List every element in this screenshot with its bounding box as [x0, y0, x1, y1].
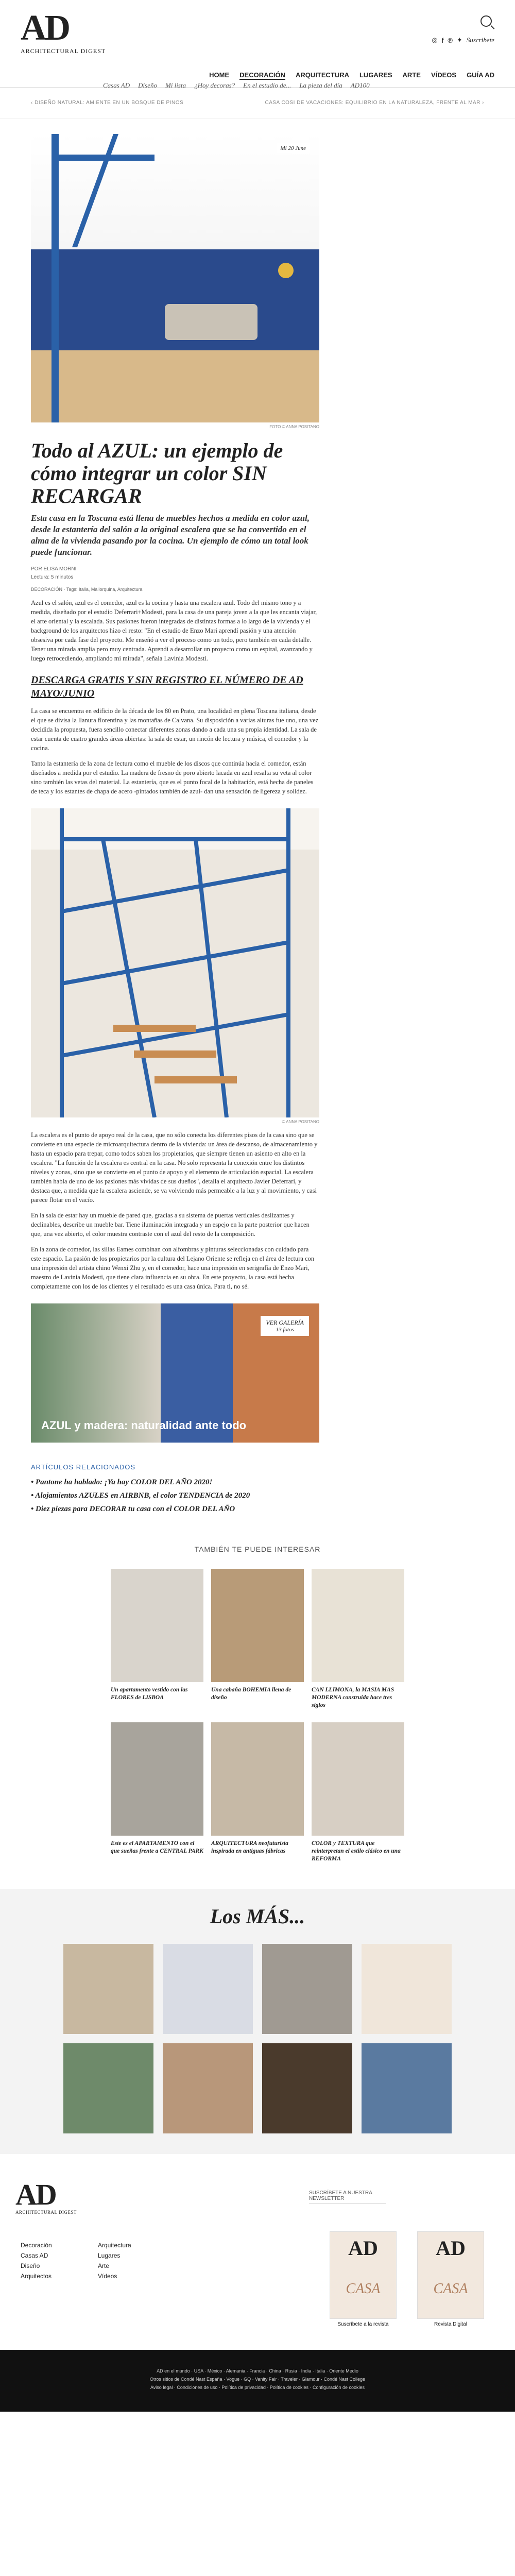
gallery-teaser[interactable] [31, 1303, 319, 1443]
site-header [0, 0, 515, 88]
footer-link[interactable]: Casas AD [21, 2252, 48, 2259]
paragraph: En la sala de estar hay un mueble de pared que, gracias a su sistema de puertas verticales deslizantes y declinables, describe un mueble bar. Tiene iluminación integrada y un espejo en la parte posterior que hacen que, una vez abierto, el color muestra contraste con el azul del resto de la composición. [31, 1212, 310, 1238]
magazine-cover-word: CASA [346, 2281, 381, 2297]
subnav-item[interactable]: En el estudio de... [243, 81, 291, 89]
sub-nav [103, 81, 370, 90]
site-logo[interactable] [21, 10, 106, 55]
download-cta-link[interactable]: DESCARGA GRATIS Y SIN REGISTRO EL NÚMERO DE AD MAYO/JUNIO [31, 674, 303, 699]
most-popular-section [0, 1889, 515, 2154]
read-time: Lectura: 5 minutos [31, 574, 74, 580]
article-tags[interactable]: DECORACIÓN · Tags: Italia, Mallorquina, Arquitectura [31, 587, 143, 592]
footer-bottom-bar [0, 2350, 515, 2412]
card-thumbnail [312, 1722, 404, 1836]
card-thumbnail [312, 1569, 404, 1682]
paragraph: La casa se encuentra en edificio de la década de los 80 en Prato, una localidad en plena Toscana italiana, desde el que se divisa la llanura florentina y las montañas de Calvana. Su disposición a varias alturas fue uno, una vez decidida la propuesta, fuera sencillo conectar diferentes zonas dando a cada una su propia identidad. La sala de estar cuenta de cuatro grandes áreas abiertas: la sala de estar, un rincón de lectura y música, el comedor y la cocina. [31, 707, 319, 752]
footer-links [21, 2242, 149, 2280]
footer-link[interactable]: Vídeos [98, 2273, 117, 2280]
search-icon[interactable] [480, 15, 492, 27]
legal-links[interactable]: Aviso legal · Condiciones de uso · Política de privacidad · Política de cookies · Configuración de cookies [150, 2385, 365, 2390]
subscribe-magazine-link[interactable]: Suscríbete a la revista [337, 2321, 389, 2327]
related-link[interactable]: • Pantone ha hablado: ¡Ya hay COLOR DEL AÑO 2020! [31, 1477, 319, 1487]
subnav-item[interactable]: Mi lista [165, 81, 186, 89]
recommended-card[interactable] [111, 1569, 203, 1715]
nav-arquitectura[interactable]: ARQUITECTURA [295, 71, 349, 79]
footer-logo-mark: AD [15, 2178, 56, 2211]
footer-link[interactable]: Diseño [21, 2262, 40, 2269]
card-thumbnail [111, 1722, 203, 1836]
related-heading: ARTÍCULOS RELACIONADOS [31, 1463, 136, 1471]
hero-image [31, 134, 319, 422]
digital-magazine-link[interactable]: Revista Digital [434, 2321, 467, 2327]
nav-videos[interactable]: VÍDEOS [431, 71, 457, 79]
nav-lugares[interactable]: LUGARES [359, 71, 392, 79]
recommended-card[interactable] [111, 1722, 203, 1868]
popular-tile[interactable] [163, 1944, 253, 2034]
popular-tile[interactable] [63, 2043, 153, 2133]
most-popular-heading: Los MÁS... [210, 1905, 305, 1928]
twitter-icon[interactable]: ✦ [456, 36, 462, 44]
sister-sites-links[interactable]: Otros sitios de Condé Nast España · Vogue · GQ · Vanity Fair · Traveler · Glamour · Condé Nast College [149, 2377, 365, 2382]
card-thumbnail [211, 1569, 304, 1682]
next-article-link[interactable]: CASA COSI DE VACACIONES: EQUILIBRIO EN LA NATURALEZA, FRENTE AL MAR › [265, 100, 484, 106]
logo-subtitle: ARCHITECTURAL DIGEST [21, 47, 106, 55]
footer-link[interactable]: Arquitectura [98, 2242, 131, 2249]
recommended-heading: TAMBIÉN TE PUEDE INTERESAR [194, 1545, 321, 1553]
facebook-icon[interactable]: f [441, 36, 444, 44]
prev-article-link[interactable]: ‹ DISEÑO NATURAL: AMIENTE EN UN BOSQUE DE PINOS [31, 100, 184, 106]
photo-credit: FOTO © ANNA POSITANO [269, 425, 319, 429]
card-title: Este es el APARTAMENTO con el que sueñas frente a CENTRAL PARK [111, 1840, 203, 1854]
byline [31, 565, 319, 582]
recommended-section [0, 1545, 515, 1868]
nav-decoracion[interactable]: DECORACIÓN [239, 71, 285, 79]
paragraph: Azul es el salón, azul es el comedor, azul es la cocina y hasta una escalera azul. Todo del mismo tono y a medida, diseñado por el estudio Deferrari+Modesti, para la casa de una pareja joven a la que les encanta viajar, el arte oriental y la escalada. Sus pasiones fueron integradas de distintas formas a lo largo de la vivienda y el background de los arquitectos hizo el resto: "En el estudio de Enzo Mari aprendí pasión y una atención obsesiva por cada fase del proyecto. Me enseñó a ver el proceso como un todo, pero también en cada detalle. Tener una mirada amplia pero muy centrada. Aprendí a desarrollar un proyecto como un espiral, avanzando y luego retrocediendo, ampliando mi mirada", señala Lavinia Modesti. [31, 599, 317, 662]
gallery-badge-label: VER GALERÍA [266, 1319, 304, 1326]
footer-link[interactable]: Lugares [98, 2252, 121, 2259]
article-title: Todo al AZUL: un ejemplo de cómo integrar un color SIN RECARGAR [31, 439, 283, 507]
newsletter-link[interactable]: SUSCRÍBETE A NUESTRA NEWSLETTER [309, 2190, 386, 2204]
instagram-icon[interactable]: ◎ [432, 36, 438, 44]
related-link[interactable]: • Diez piezas para DECORAR tu casa con el COLOR DEL AÑO [31, 1504, 319, 1514]
related-list [31, 1477, 319, 1514]
popular-tile[interactable] [262, 2043, 352, 2133]
magazine-cover-word: CASA [433, 2281, 468, 2297]
article [31, 134, 319, 1514]
most-popular-grid [0, 1944, 515, 2133]
recommended-card[interactable] [211, 1722, 304, 1868]
article-pager [0, 88, 515, 118]
footer-link[interactable]: Decoración [21, 2242, 52, 2249]
magazine-cover[interactable] [330, 2231, 397, 2319]
international-links[interactable]: AD en el mundo · USA · México · Alemania · Francia · China · Rusia · India · Italia · Oriente Medio [157, 2368, 358, 2374]
card-title: Un apartamento vestido con las FLORES de LISBOA [111, 1687, 188, 1701]
logo-mark: AD [21, 8, 69, 48]
popular-tile[interactable] [63, 1944, 153, 2034]
subnav-item[interactable]: Casas AD [103, 81, 130, 89]
card-title: CAN LLIMONA, la MASIA MAS MODERNA construida hace tres siglos [312, 1687, 394, 1708]
popular-tile[interactable] [262, 1944, 352, 2034]
footer-logo[interactable] [15, 2180, 77, 2215]
subnav-item[interactable]: AD100 [350, 81, 370, 89]
magazine-cover-logo: AD [436, 2236, 466, 2260]
gallery-badge[interactable] [261, 1316, 309, 1336]
related-articles [31, 1463, 319, 1514]
popular-tile[interactable] [362, 2043, 452, 2133]
card-title: ARQUITECTURA neofuturista inspirada en antiguas fábricas [211, 1840, 288, 1854]
popular-tile[interactable] [362, 1944, 452, 2034]
author[interactable]: POR ELISA MORNI [31, 566, 77, 572]
card-thumbnail [211, 1722, 304, 1836]
footer-link[interactable]: Arte [98, 2262, 110, 2269]
footer-link[interactable]: Arquitectos [21, 2273, 52, 2280]
subnav-item[interactable]: Diseño [138, 81, 157, 89]
main-nav [21, 71, 494, 80]
subscribe-link[interactable]: Suscribete [466, 36, 494, 44]
recommended-card[interactable] [312, 1722, 404, 1868]
gallery-count: 13 fotos [276, 1327, 294, 1333]
paragraph: La escalera es el punto de apoyo real de la casa, que no sólo conecta los diferentes pisos de la casa sino que se convierte en una especie de microarquitectura dentro de la vivienda: un área de descanso, de almacenamiento y hasta un espacio para trepar, como todos saben los propietarios, que siempre tienen un asiento en alto en la escalera. "La función de la escalera es central en la casa. No solo representa la conexión entre los distintos niveles y zonas, sino que se convierte en el punto de apoyo y el elemento de articulación espacial. La escalera también habla de uno de los pasiones más vividas de sus dueños", detalla el arquitecto Javier Deferrari, y destaca que, a medida que la escalera asciende, se va volviendo más permeable a la luz y al movimiento, y casi parece flotar en el vacío. [31, 1131, 318, 1204]
recommended-card[interactable] [211, 1569, 304, 1715]
card-title: Una cabaña BOHEMIA llena de diseño [211, 1687, 291, 1701]
card-thumbnail [111, 1569, 203, 1682]
article-dek: Esta casa en la Toscana está llena de muebles hechos a medida en color azul, desde la estantería del salón a la original escalera que se ha convertido en el alma de la vivienda pasando por la cocina. Un ejemplo de cómo un total look puede funcionar. [31, 513, 310, 557]
subnav-item[interactable]: ¿Hoy decoras? [194, 81, 235, 89]
social-links [432, 36, 494, 44]
recommended-cards [0, 1569, 515, 1868]
gallery-title: AZUL y madera: naturalidad ante todo [41, 1419, 247, 1432]
card-title: COLOR y TEXTURA que reinterpretan el estilo clásico en una REFORMA [312, 1840, 401, 1862]
popular-tile[interactable] [163, 2043, 253, 2133]
digital-magazine-cover[interactable] [417, 2231, 484, 2319]
paragraph: Tanto la estantería de la zona de lectura como el mueble de los discos que continúa hacia el comedor, están diseñados a medida por el estudio. La madera de fresno de poro abierto lacada en azul resalta su veta al color sino también las vetas del material. La estantería, que es el punto focal de la habitación, está hecha de paneles de teca y los estantes de chapa de acero -pintados también de azul- dan una sensación de ligereza y solidez. [31, 760, 314, 795]
nav-guia[interactable]: GUÍA AD [467, 71, 494, 79]
footer-logo-subtitle: ARCHITECTURAL DIGEST [15, 2210, 77, 2215]
related-link[interactable]: • Alojamientos AZULES en AIRBNB, el color TENDENCIA de 2020 [31, 1490, 319, 1501]
recommended-card[interactable] [312, 1569, 404, 1715]
date-badge: Mi 20 June [277, 143, 310, 154]
nav-arte[interactable]: ARTE [402, 71, 421, 79]
staircase-illustration [31, 808, 319, 1117]
staircase-image [31, 808, 319, 1117]
subnav-item[interactable]: La pieza del día [299, 81, 342, 89]
photo-credit: © ANNA POSITANO [282, 1120, 319, 1124]
pinterest-icon[interactable]: ℗ [448, 36, 453, 44]
article-body [31, 598, 319, 1291]
site-footer [0, 2164, 515, 2412]
nav-home[interactable]: HOME [209, 71, 230, 79]
paragraph: En la zona de comedor, las sillas Eames combinan con alfombras y pinturas seleccionadas con cuidado para este espacio. La pasión de los propietarios por la cultura del Lejano Oriente se refleja en el área de lectura con una impresión del artista chino Wenxi Zhu y, en el comedor, hace una impresión en serigrafía de Enzo Mari, maestro de Lavinia Modesti, que tiene clara influencia en su obra. En este proyecto, la casa está hecha completamente con los de los clientes y el resultado es una casa única. Para ti, no sé. [31, 1246, 315, 1290]
magazine-cover-logo: AD [348, 2236, 378, 2260]
